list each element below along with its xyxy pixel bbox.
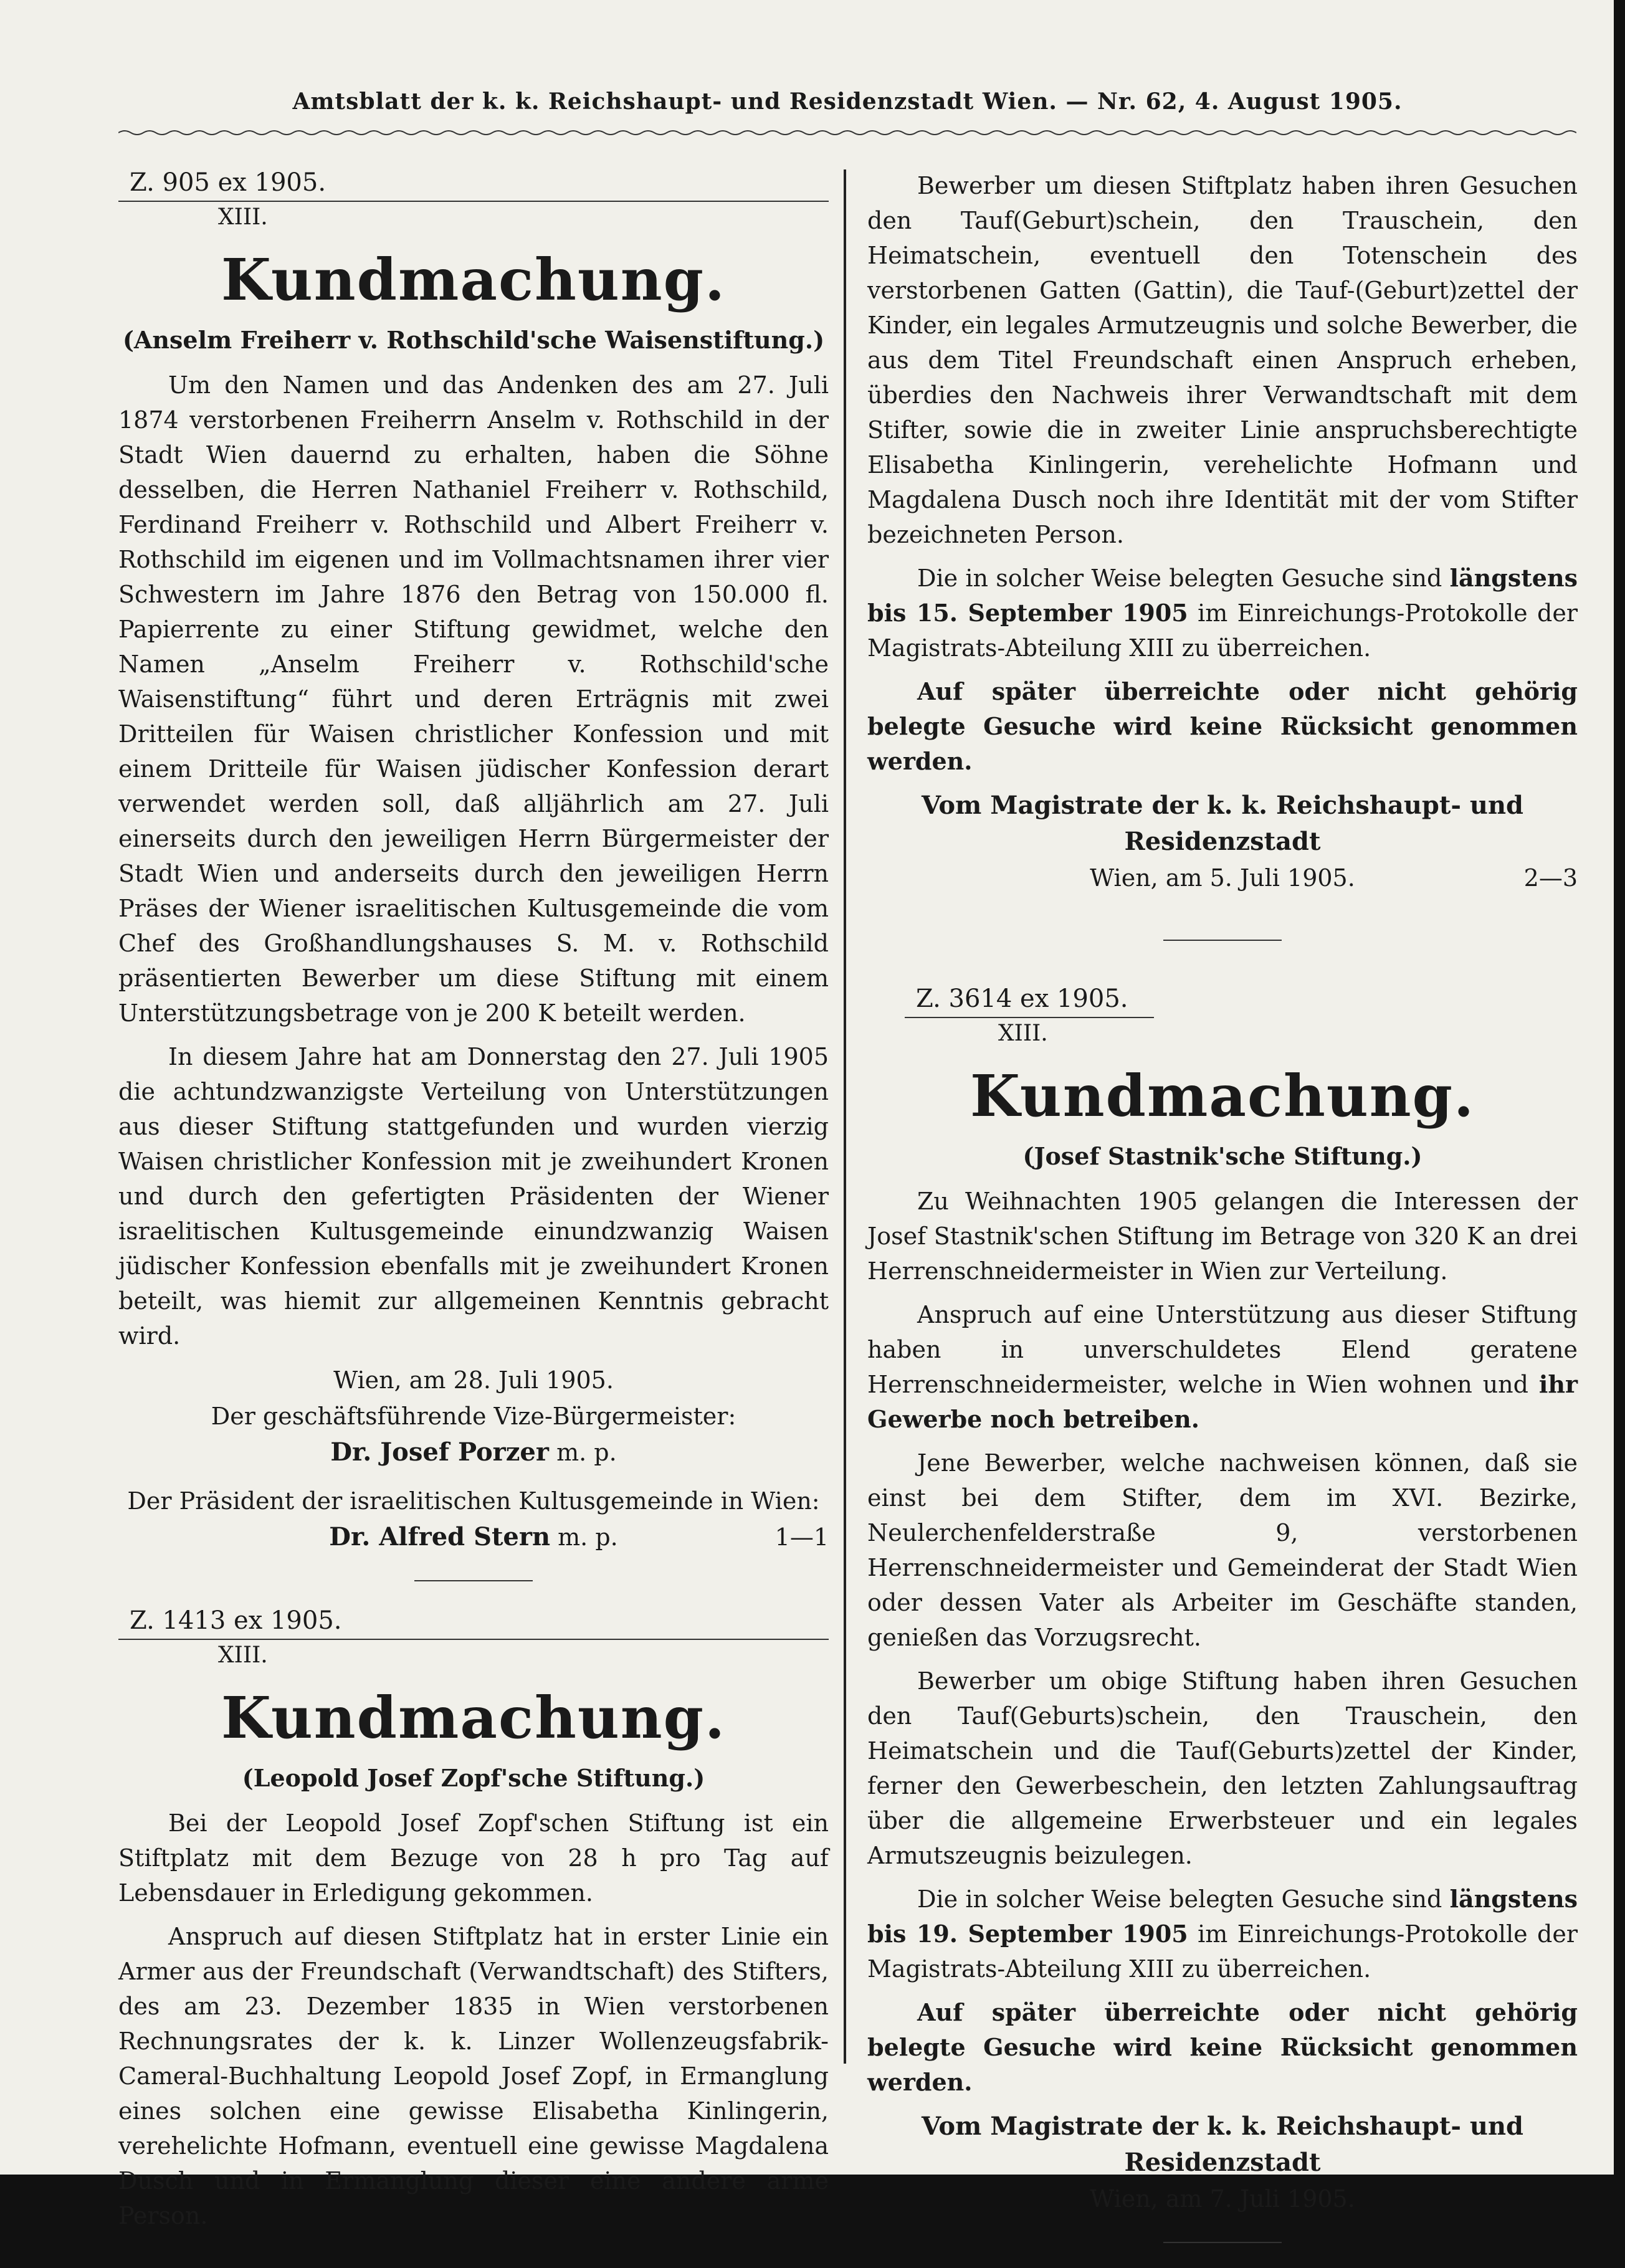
notice-zopf-continued <box>867 168 1578 896</box>
department: XIII. <box>218 1642 268 1668</box>
paragraph: In diesem Jahre hat am Donnerstag den 27. Juli 1905 die achtundzwanzigste Verteilung von Unterstützungen aus dieser Stiftung stattgefunden und wurden vierzig Waisen christlicher Konfession mit je zweihundert Kronen und durch den gefertigten Präsidenten der Wiener israelitischen Kultusgemeinde einundzwanzig Waisen jüdischer Konfession ebenfalls mit je zweihundert Kronen beteilt, was hiemit zur allgemeinen Kenntnis gebracht wird. <box>118 1043 829 1350</box>
text-run: Die in solcher Weise belegten Gesuche sind <box>917 1885 1450 1913</box>
emphasis: ihr Gewerbe noch betreiben. <box>867 1370 1578 1433</box>
notice-zopf <box>118 1606 829 2233</box>
paragraph <box>867 561 1578 665</box>
running-head: Amtsblatt der k. k. Reichshaupt- und Residenzstadt Wien. — Nr. 62, 4. August 1905. <box>292 88 1403 115</box>
warning-paragraph: Auf später überreichte oder nicht gehörig belegte Gesuche wird keine Rücksicht genommen werden. <box>867 1998 1578 2096</box>
signature-line <box>118 1519 829 1555</box>
paragraph: Anspruch auf diesen Stiftplatz hat in erster Linie ein Armer aus der Freundschaft (Verwandtschaft) des Stifters, des am 23. Dezember 1835 in Wien verstorbenen Rechnungsrates der k. k. Linzer Wollenzeugsfabrik-Cameral-Buchhaltung Leopold Josef Zopf, in Ermanglung eines solchen eine gewisse Elisabetha Kinlingerin, verehelichte Hofmann, eventuell eine gewisse Magdalena Dusch und in Ermanglung dieser eine andere arme Person. <box>118 1923 829 2229</box>
paragraph: Um den Namen und das Andenken des am 27. Juli 1874 verstorbenen Freiherrn Anselm v. Rothschild in der Stadt Wien dauernd zu erhalten, haben die Söhne desselben, die Herren Nathaniel Freiherr v. Rothschild, Ferdinand Freiherr v. Rothschild und Albert Freiherr v. Rothschild im eigenen und im Vollmachtsnamen ihrer vier Schwestern im Jahre 1876 den Betrag von 150.000 fl. Papierrente zu einer Stiftung gewidmet, welche den Namen „Anselm Freiherr v. Rothschild'sche Waisenstiftung“ führt und deren Erträgnis mit zwei Dritteilen für Waisen christlicher Konfession und mit einem Dritteile für Waisen jüdischer Konfession derart verwendet werden soll, daß alljährlich am 27. Juli einerseits durch den jeweiligen Herrn Bürgermeister der Stadt Wien und anderseits durch den jeweiligen Herrn Präses der Wiener israelitischen Kultusgemeinde die vom Chef des Großhandlungshauses S. M. v. Rothschild präsentierten Bewerber um diese Stiftung mit einem Unterstützungsbetrage von je 200 K beteilt werden. <box>118 371 829 1027</box>
date-line: Wien, am 5. Juli 1905. <box>1090 864 1355 892</box>
right-column <box>867 168 1578 2268</box>
paragraph: Bei der Leopold Josef Zopf'schen Stiftung ist ein Stiftplatz mit dem Bezuge von 28 h pro Tag auf Lebensdauer in Erledigung gekommen. <box>118 1809 829 1907</box>
mp-mark: m. p. <box>556 1439 617 1466</box>
text-run: Die in solcher Weise belegten Gesuche sind <box>917 565 1450 592</box>
department: XIII. <box>998 1021 1048 1046</box>
reference-rule <box>905 1017 1154 1018</box>
paragraph: Jene Bewerber, welche nachweisen können, daß sie einst bei dem Stifter, dem im XVI. Bezirke, Neulerchenfelderstraße 9, verstorbenen Herrenschneidermeister und Gemeinderat der Stadt Wien oder dessen Vater als Arbeiter im Geschäfte standen, genießen das Vorzugsrecht. <box>867 1449 1578 1651</box>
deadline: längstens bis 19. September 1905 <box>867 1885 1578 1948</box>
signer-name: Dr. Alfred Stern <box>329 1522 551 1551</box>
insertion-counter: 2—3 <box>1523 864 1578 892</box>
warning-paragraph: Auf später überreichte oder nicht gehörig belegte Gesuche wird keine Rücksicht genommen werden. <box>867 677 1578 775</box>
reference-rule <box>118 201 829 202</box>
notice-subtitle: (Leopold Josef Zopf'sche Stiftung.) <box>242 1764 705 1792</box>
notice-rothschild <box>118 168 829 1555</box>
section-separator <box>1163 940 1282 941</box>
notice-title: Kundmachung. <box>221 246 727 313</box>
header-wavy-rule <box>118 128 1576 138</box>
date-line: Wien, am 28. Juli 1905. <box>333 1366 614 1394</box>
notice-subtitle: (Anselm Freiherr v. Rothschild'sche Waisenstiftung.) <box>122 326 825 354</box>
deadline: längstens bis 15. September 1905 <box>867 564 1578 627</box>
paragraph: Bewerber um diesen Stiftplatz haben ihren Gesuchen den Tauf(Geburt)schein, den Trauschein, den Heimatschein, eventuell den Totenschein des verstorbenen Gatten (Gattin), die Tauf-(Geburt)zettel der Kinder, ein legales Armutzeugnis und solche Bewerber, die aus dem Titel Freundschaft einen Anspruch erheben, überdies den Nachweis ihrer Verwandtschaft mit dem Stifter, sowie die in zweiter Linie anspruchsberechtigte Elisabetha Kinlingerin, verehelichte Hofmann und Magdalena Dusch noch ihre Identität mit der vom Stifter bezeichneten Person. <box>867 172 1578 548</box>
signer-name: Dr. Josef Porzer <box>330 1437 549 1467</box>
paragraph: Zu Weihnachten 1905 gelangen die Interessen der Josef Stastnik'schen Stiftung im Betrage von 320 K an drei Herrenschneidermeister in Wien zur Verteilung. <box>867 1188 1578 1285</box>
reference-number: Z. 1413 ex 1905. <box>130 1606 342 1635</box>
text-run: im Einreichungs-Protokolle der Magistrats-Abteilung XIII zu überreichen. <box>867 1920 1578 1983</box>
date-row <box>867 860 1578 896</box>
reference-number: Z. 905 ex 1905. <box>130 168 326 197</box>
notice-subtitle: (Josef Stastnik'sche Stiftung.) <box>1022 1142 1422 1170</box>
signer-role: Der Präsident der israelitischen Kultusgemeinde in Wien: <box>127 1487 820 1515</box>
reference-rule <box>118 1639 829 1640</box>
text-run: im Einreichungs-Protokolle der Magistrats-Abteilung XIII zu überreichen. <box>867 599 1578 662</box>
notice-title: Kundmachung. <box>221 1684 727 1751</box>
paragraph <box>867 1297 1578 1437</box>
column-divider <box>844 169 846 2064</box>
department: XIII. <box>218 204 268 230</box>
signature-line <box>118 1434 829 1470</box>
notice-title: Kundmachung. <box>970 1062 1475 1130</box>
left-column <box>118 168 829 2242</box>
insertion-counter: 1—1 <box>774 1523 829 1551</box>
reference-block <box>905 984 1154 1018</box>
issuing-authority: Vom Magistrate der k. k. Reichshaupt- und Residenzstadt <box>921 2112 1524 2177</box>
paragraph: Bewerber um obige Stiftung haben ihren Gesuchen den Tauf(Geburts)schein, den Trauschein, den Heimatschein und die Tauf(Geburts)zettel der Kinder, ferner den Gewerbeschein, den letzten Zahlungsauftrag über die allgemeine Erwerbsteuer und ein legales Armutszeugnis beizulegen. <box>867 1667 1578 1869</box>
mp-mark: m. p. <box>558 1523 618 1551</box>
date-line: Wien, am 7. Juli 1905. <box>1090 2185 1355 2213</box>
issuing-authority: Vom Magistrate der k. k. Reichshaupt- und Residenzstadt <box>921 791 1524 856</box>
paragraph <box>867 1882 1578 1986</box>
section-separator <box>1163 2242 1282 2243</box>
text-run: Anspruch auf eine Unterstützung aus dieser Stiftung haben in unverschuldetes Elend geratene Herrenschneidermeister, welche in Wien wohnen und <box>867 1301 1578 1398</box>
reference-number: Z. 3614 ex 1905. <box>916 984 1128 1013</box>
notice-stastnik <box>867 984 1578 2243</box>
section-separator <box>414 1580 533 1581</box>
signer-role: Der geschäftsführende Vize-Bürgermeister: <box>211 1403 736 1430</box>
